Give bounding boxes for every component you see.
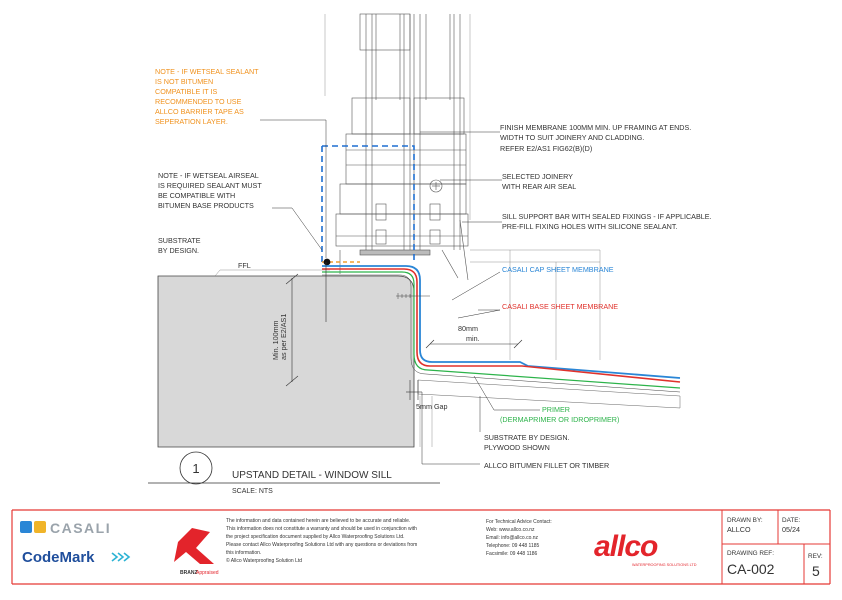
barrier-tape-note: [155, 67, 259, 126]
base-sheet-label: CASALI BASE SHEET MEMBRANE: [502, 302, 619, 311]
drawn-by-label: DRAWN BY:: [727, 517, 763, 524]
svg-text:SILL SUPPORT BAR WITH SEALED F: SILL SUPPORT BAR WITH SEALED FIXINGS - IF APPLICABLE.: [502, 212, 712, 221]
sealant-dot: [324, 259, 331, 266]
drawing-area: [148, 14, 712, 495]
svg-text:Appraised: Appraised: [196, 570, 219, 576]
detail-number: 1: [192, 461, 200, 476]
svg-text:the project specification docu: the project specification document supplied by Allco Waterproofing Solutions Ltd.: [226, 534, 405, 540]
svg-text:IS REQUIRED SEALANT MUST: IS REQUIRED SEALANT MUST: [158, 181, 262, 190]
airseal-note: [158, 171, 262, 210]
gap-label: 5mm Gap: [416, 402, 448, 411]
svg-text:PLYWOOD SHOWN: PLYWOOD SHOWN: [484, 443, 550, 452]
disclaimer: [226, 518, 417, 564]
substrate-block: [158, 276, 414, 447]
svg-text:SEPERATION LAYER.: SEPERATION LAYER.: [155, 117, 228, 126]
primer-note: [500, 405, 619, 424]
svg-text:Please contact Allco Waterproo: Please contact Allco Waterproofing Solutions Ltd with any questions or deviations from: [226, 542, 418, 548]
detail-marker: [148, 452, 440, 495]
svg-text:PRE-FILL FIXING HOLES WITH SIL: PRE-FILL FIXING HOLES WITH SILICONE SEALANT.: [502, 222, 678, 231]
svg-text:NOTE - IF WETSEAL SEALANT: NOTE - IF WETSEAL SEALANT: [155, 67, 259, 76]
svg-text:COMPATIBLE IT IS: COMPATIBLE IT IS: [155, 87, 218, 96]
rev-value: 5: [812, 563, 820, 579]
svg-text:BY DESIGN.: BY DESIGN.: [158, 246, 200, 255]
detail-scale: SCALE: NTS: [232, 488, 273, 495]
drawing-ref-value: CA-002: [727, 561, 775, 577]
svg-text:Telephone: 09 448 1185: Telephone: 09 448 1185: [486, 543, 540, 549]
cap-sheet-label: CASALI CAP SHEET MEMBRANE: [502, 265, 614, 274]
finish-membrane-note: [500, 123, 691, 153]
svg-text:Web: www.allco.co.nz: Web: www.allco.co.nz: [486, 527, 535, 533]
svg-text:RECOMMENDED TO USE: RECOMMENDED TO USE: [155, 97, 242, 106]
joinery-note: [502, 172, 576, 191]
ffl-tick: [215, 270, 220, 276]
svg-text:(DERMAPRIMER OR IDROPRIMER): (DERMAPRIMER OR IDROPRIMER): [500, 415, 620, 424]
svg-text:BE COMPATIBLE WITH: BE COMPATIBLE WITH: [158, 191, 236, 200]
branz-logo: [174, 528, 219, 576]
drawing-ref-label: DRAWING REF:: [727, 550, 774, 557]
window-joinery: [336, 14, 468, 280]
svg-text:ALLCO BARRIER TAPE AS: ALLCO BARRIER TAPE AS: [155, 107, 244, 116]
svg-text:Facsimile: 09 448 1186: Facsimile: 09 448 1186: [486, 551, 538, 557]
svg-text:For Technical Advice Contact:: For Technical Advice Contact:: [486, 519, 552, 525]
svg-text:This information does not cons: This information does not constitute a warranty and should be used in conjunction with: [226, 526, 417, 532]
fillet-label: ALLCO BITUMEN FILLET OR TIMBER: [484, 461, 610, 470]
substrate-right-note: [484, 433, 570, 452]
svg-text:WATERPROOFING SOLUTIONS LTD: WATERPROOFING SOLUTIONS LTD: [632, 563, 697, 567]
min-100-label-1: Min. 100mm: [271, 320, 280, 360]
detail-title: UPSTAND DETAIL - WINDOW SILL: [232, 470, 392, 481]
svg-text:allco: allco: [594, 530, 658, 563]
svg-text:WITH REAR AIR SEAL: WITH REAR AIR SEAL: [502, 182, 577, 191]
rev-label: REV:: [808, 553, 823, 560]
codemark-logo: [22, 549, 129, 566]
svg-text:CodeMark: CodeMark: [22, 549, 95, 566]
drawn-by-value: ALLCO: [727, 525, 751, 534]
svg-text:FINISH MEMBRANE 100MM MIN. UP: FINISH MEMBRANE 100MM MIN. UP FRAMING AT ENDS.: [500, 123, 692, 132]
svg-text:PRIMER: PRIMER: [542, 405, 570, 414]
svg-text:IS NOT BITUMEN: IS NOT BITUMEN: [155, 77, 214, 86]
svg-text:CASALI: CASALI: [50, 520, 112, 536]
svg-text:The information and data conta: The information and data contained herein are believed to be accurate and reliable.: [226, 518, 411, 524]
date-label: DATE:: [782, 517, 801, 524]
svg-text:this information.: this information.: [226, 550, 262, 556]
sill-support-note: [502, 212, 712, 231]
svg-text:© Allco Waterproofing Solution: © Allco Waterproofing Solution Ltd: [226, 558, 303, 564]
svg-text:NOTE - IF WETSEAL AIRSEAL: NOTE - IF WETSEAL AIRSEAL: [158, 171, 259, 180]
min-100-label-2: as per E2/AS1: [279, 313, 288, 360]
title-block: [12, 510, 830, 584]
date-value: 05/24: [782, 525, 800, 534]
svg-text:SELECTED JOINERY: SELECTED JOINERY: [502, 172, 573, 181]
svg-text:SUBSTRATE BY DESIGN.: SUBSTRATE BY DESIGN.: [484, 433, 570, 442]
min-80-label-1: 80mm: [458, 324, 478, 333]
svg-text:WIDTH TO SUIT JOINERY AND CLAD: WIDTH TO SUIT JOINERY AND CLADDING.: [500, 133, 645, 142]
allco-logo: [594, 530, 697, 567]
svg-text:BRANZ: BRANZ: [180, 570, 198, 576]
casali-logo: [20, 520, 111, 536]
substrate-left-note: [158, 236, 201, 255]
plywood-substrate: [418, 380, 680, 408]
min-80-label-2: min.: [466, 334, 480, 343]
svg-text:Email: info@allco.co.nz: Email: info@allco.co.nz: [486, 535, 539, 541]
svg-text:BITUMEN BASE PRODUCTS: BITUMEN BASE PRODUCTS: [158, 201, 254, 210]
contact-info: [486, 519, 552, 557]
ffl-label: FFL: [238, 261, 251, 270]
svg-text:REFER E2/AS1 FIG62(B)(D): REFER E2/AS1 FIG62(B)(D): [500, 144, 593, 153]
svg-text:SUBSTRATE: SUBSTRATE: [158, 236, 201, 245]
